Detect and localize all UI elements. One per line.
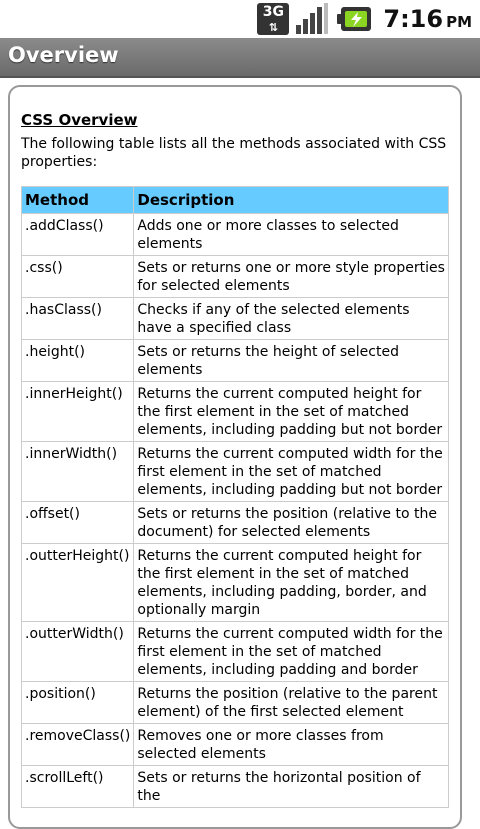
table-row [22,622,449,682]
network-3g-icon [257,3,289,35]
method-cell: .offset() [22,502,134,544]
description-cell: Removes one or more classes from selected elements [134,724,449,766]
table-row [22,544,449,622]
status-bar [0,0,480,38]
table-row [22,340,449,382]
description-cell: Sets or returns the position (relative to the document) for selected elements [134,502,449,544]
method-cell: .addClass() [22,214,134,256]
content-panel[interactable] [8,85,462,829]
description-cell: Sets or returns the height of selected elements [134,340,449,382]
battery-charging-icon [337,5,373,33]
table-row [22,502,449,544]
table-header-row [22,187,449,214]
column-header-method: Method [22,187,134,214]
table-row [22,442,449,502]
method-cell: .position() [22,682,134,724]
description-cell: Returns the current computed height for the first element in the set of matched elements, including padding but not border [134,382,449,442]
method-cell: .outterHeight() [22,544,134,622]
status-icons [257,2,472,36]
description-cell: Returns the current computed height for the first element in the set of matched elements, including padding, border, and optionally margin [134,544,449,622]
method-cell: .outterWidth() [22,622,134,682]
network-label: 3G [262,4,284,20]
intro-text: The following table lists all the methods associated with CSS properties: [21,136,447,170]
description-cell: Returns the current computed width for the first element in the set of matched elements, including padding but not border [134,442,449,502]
description-cell: Returns the current computed width for the first element in the set of matched elements, including padding and border [134,622,449,682]
clock-time: 7:16 [383,5,444,33]
table-row [22,682,449,724]
data-arrows-icon: ⇅ [268,21,278,34]
table-row [22,214,449,256]
method-cell: .innerHeight() [22,382,134,442]
method-cell: .innerWidth() [22,442,134,502]
column-header-description: Description [134,187,449,214]
table-row [22,298,449,340]
clock [383,5,472,33]
page-title: Overview [8,43,119,67]
method-cell: .removeClass() [22,724,134,766]
method-cell: .height() [22,340,134,382]
description-cell: Adds one or more classes to selected elements [134,214,449,256]
table-row [22,724,449,766]
method-cell: .hasClass() [22,298,134,340]
methods-table [21,186,449,808]
description-cell: Sets or returns the horizontal position of the [134,766,449,808]
title-bar [0,38,480,78]
method-cell: .scrollLeft() [22,766,134,808]
table-row [22,766,449,808]
description-cell: Sets or returns one or more style properties for selected elements [134,256,449,298]
description-cell: Checks if any of the selected elements have a specified class [134,298,449,340]
clock-ampm: PM [446,13,472,31]
signal-strength-icon [295,3,329,35]
section-title: CSS Overview [21,111,138,129]
content-inner [21,111,449,808]
method-cell: .css() [22,256,134,298]
table-row [22,256,449,298]
table-row [22,382,449,442]
description-cell: Returns the position (relative to the parent element) of the first selected element [134,682,449,724]
